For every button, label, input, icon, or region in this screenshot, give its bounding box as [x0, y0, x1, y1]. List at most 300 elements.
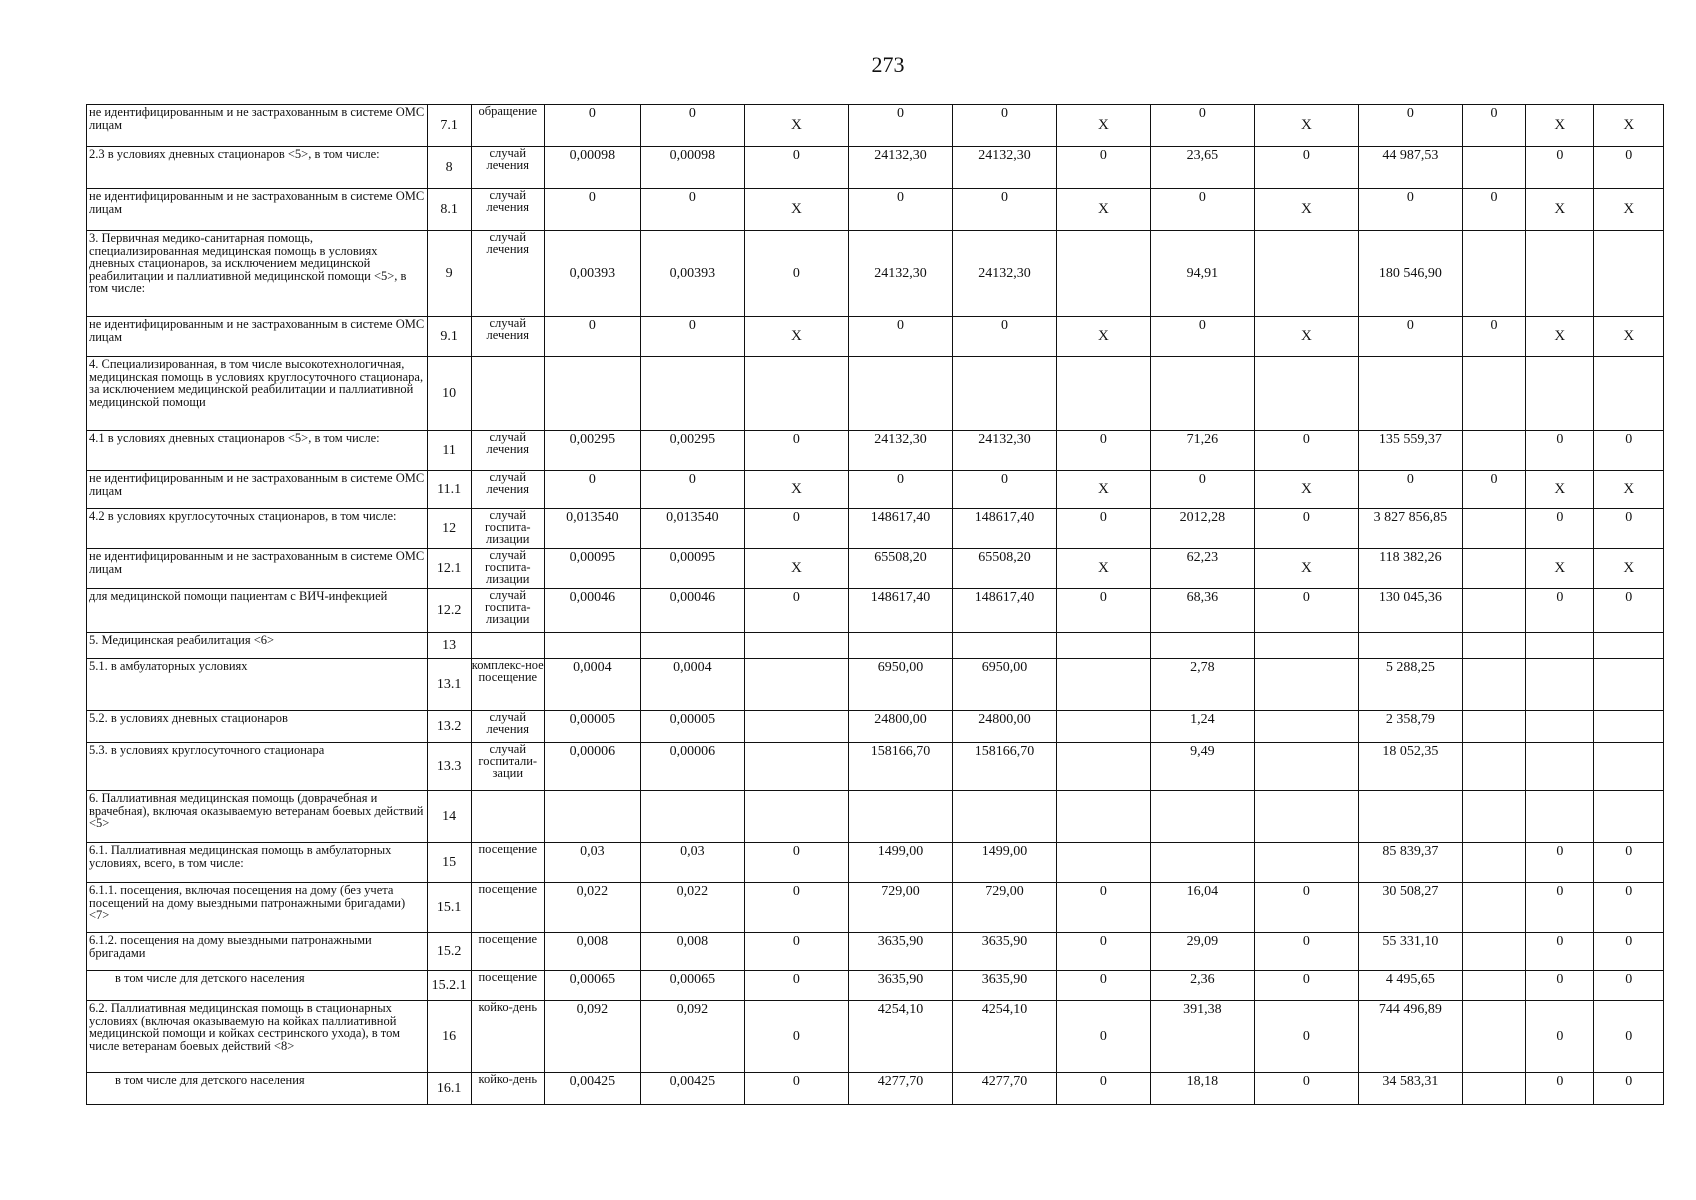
- value-cell: 0: [1594, 1001, 1664, 1073]
- value-cell: 744 496,89: [1358, 1001, 1462, 1073]
- value-cell: 0: [744, 431, 848, 471]
- value-cell: 55 331,10: [1358, 933, 1462, 971]
- table-row: [87, 883, 1664, 933]
- table-row: [87, 147, 1664, 189]
- value-cell: 0: [1594, 147, 1664, 189]
- row-unit-cell: случай лечения: [471, 317, 544, 357]
- table-row: [87, 971, 1664, 1001]
- value-cell: 0: [544, 189, 640, 231]
- row-unit-cell: случай госпита-лизации: [471, 549, 544, 589]
- value-cell: 3635,90: [848, 971, 952, 1001]
- value-cell: X: [1254, 317, 1358, 357]
- value-cell: [1254, 743, 1358, 791]
- data-table: [86, 104, 1664, 1105]
- value-cell: 0: [744, 147, 848, 189]
- value-cell: 3635,90: [848, 933, 952, 971]
- row-unit-cell: случай госпита-лизации: [471, 509, 544, 549]
- value-cell: [1462, 633, 1525, 659]
- value-cell: [1526, 633, 1594, 659]
- value-cell: 0: [952, 105, 1056, 147]
- value-cell: X: [1526, 317, 1594, 357]
- row-name-cell: 4. Специализированная, в том числе высокотехнологичная, медицинская помощь в условиях круглосуточного стационара, за исключением медицинской реабилитации и паллиативной медицинской помощи: [87, 357, 428, 431]
- row-name-cell: 6.1. Паллиативная медицинская помощь в амбулаторных условиях, всего, в том числе:: [87, 843, 428, 883]
- row-code-cell: 14: [427, 791, 471, 843]
- value-cell: 0,0004: [640, 659, 744, 711]
- value-cell: 0: [1254, 883, 1358, 933]
- value-cell: X: [1594, 189, 1664, 231]
- value-cell: 0: [1594, 509, 1664, 549]
- value-cell: X: [1526, 105, 1594, 147]
- value-cell: [1526, 231, 1594, 317]
- value-cell: 24132,30: [952, 147, 1056, 189]
- value-cell: 0: [1056, 1073, 1150, 1105]
- row-code-cell: 13.1: [427, 659, 471, 711]
- value-cell: [1150, 357, 1254, 431]
- value-cell: 0: [1254, 589, 1358, 633]
- row-code-cell: 12: [427, 509, 471, 549]
- row-code-cell: 7.1: [427, 105, 471, 147]
- row-code-cell: 16: [427, 1001, 471, 1073]
- value-cell: [1462, 933, 1525, 971]
- row-name-cell: 5.2. в условиях дневных стационаров: [87, 711, 428, 743]
- value-cell: 16,04: [1150, 883, 1254, 933]
- value-cell: X: [744, 471, 848, 509]
- value-cell: 0,00046: [544, 589, 640, 633]
- value-cell: [1462, 883, 1525, 933]
- row-code-cell: 8.1: [427, 189, 471, 231]
- table-row: [87, 471, 1664, 509]
- value-cell: [1150, 791, 1254, 843]
- value-cell: 0: [744, 231, 848, 317]
- value-cell: 0: [544, 317, 640, 357]
- value-cell: 0: [1254, 509, 1358, 549]
- value-cell: [1594, 357, 1664, 431]
- value-cell: X: [1594, 105, 1664, 147]
- value-cell: 0: [1594, 933, 1664, 971]
- value-cell: X: [1254, 549, 1358, 589]
- value-cell: 0,00425: [544, 1073, 640, 1105]
- row-unit-cell: случай лечения: [471, 189, 544, 231]
- value-cell: 0: [744, 1001, 848, 1073]
- table-row: [87, 589, 1664, 633]
- value-cell: X: [1594, 317, 1664, 357]
- value-cell: 0: [544, 105, 640, 147]
- value-cell: 94,91: [1150, 231, 1254, 317]
- table-body: [87, 105, 1664, 1105]
- value-cell: 0,00006: [544, 743, 640, 791]
- table-row: [87, 357, 1664, 431]
- value-cell: 0,008: [640, 933, 744, 971]
- value-cell: 0: [1358, 317, 1462, 357]
- table-row: [87, 509, 1664, 549]
- row-unit-cell: случай лечения: [471, 471, 544, 509]
- row-code-cell: 12.1: [427, 549, 471, 589]
- value-cell: 0,022: [640, 883, 744, 933]
- value-cell: 0: [848, 105, 952, 147]
- value-cell: X: [1056, 317, 1150, 357]
- value-cell: [1358, 357, 1462, 431]
- value-cell: 24132,30: [848, 431, 952, 471]
- value-cell: 0,03: [544, 843, 640, 883]
- value-cell: 1499,00: [952, 843, 1056, 883]
- value-cell: 148617,40: [848, 509, 952, 549]
- value-cell: X: [1254, 471, 1358, 509]
- value-cell: 0: [1254, 1073, 1358, 1105]
- table-row: [87, 711, 1664, 743]
- value-cell: [544, 633, 640, 659]
- value-cell: 0,013540: [544, 509, 640, 549]
- value-cell: 24132,30: [848, 147, 952, 189]
- value-cell: 0: [848, 189, 952, 231]
- value-cell: [744, 633, 848, 659]
- value-cell: 0: [1526, 147, 1594, 189]
- value-cell: X: [1056, 105, 1150, 147]
- value-cell: [1254, 357, 1358, 431]
- value-cell: 24132,30: [952, 231, 1056, 317]
- value-cell: 0: [1526, 1001, 1594, 1073]
- row-unit-cell: [471, 791, 544, 843]
- value-cell: [1254, 791, 1358, 843]
- value-cell: 0: [952, 317, 1056, 357]
- value-cell: 0,00425: [640, 1073, 744, 1105]
- row-code-cell: 9: [427, 231, 471, 317]
- value-cell: X: [744, 549, 848, 589]
- value-cell: 0: [744, 883, 848, 933]
- value-cell: 0,0004: [544, 659, 640, 711]
- value-cell: [1462, 589, 1525, 633]
- row-name-cell: 2.3 в условиях дневных стационаров <5>, в том числе:: [87, 147, 428, 189]
- row-unit-cell: посещение: [471, 933, 544, 971]
- value-cell: 0,092: [544, 1001, 640, 1073]
- row-unit-cell: случай лечения: [471, 231, 544, 317]
- table-row: [87, 843, 1664, 883]
- value-cell: [1462, 549, 1525, 589]
- value-cell: 2,78: [1150, 659, 1254, 711]
- value-cell: [1526, 791, 1594, 843]
- value-cell: 0,00095: [544, 549, 640, 589]
- value-cell: [1150, 633, 1254, 659]
- value-cell: 0: [848, 317, 952, 357]
- value-cell: [1462, 791, 1525, 843]
- row-unit-cell: койко-день: [471, 1001, 544, 1073]
- value-cell: [1056, 231, 1150, 317]
- value-cell: 0,00295: [544, 431, 640, 471]
- value-cell: 44 987,53: [1358, 147, 1462, 189]
- value-cell: 2 358,79: [1358, 711, 1462, 743]
- value-cell: [1056, 791, 1150, 843]
- value-cell: 0: [1150, 471, 1254, 509]
- value-cell: 0: [1462, 471, 1525, 509]
- value-cell: 0: [1526, 509, 1594, 549]
- value-cell: 23,65: [1150, 147, 1254, 189]
- value-cell: 3 827 856,85: [1358, 509, 1462, 549]
- value-cell: 0: [1462, 317, 1525, 357]
- value-cell: [1594, 659, 1664, 711]
- value-cell: [1462, 971, 1525, 1001]
- value-cell: 118 382,26: [1358, 549, 1462, 589]
- value-cell: 148617,40: [952, 589, 1056, 633]
- row-name-cell: не идентифицированным и не застрахованным в системе ОМС лицам: [87, 317, 428, 357]
- row-unit-cell: комплекс-ное посещение: [471, 659, 544, 711]
- value-cell: 29,09: [1150, 933, 1254, 971]
- row-code-cell: 11: [427, 431, 471, 471]
- row-code-cell: 13.3: [427, 743, 471, 791]
- value-cell: 0: [1594, 971, 1664, 1001]
- value-cell: 0: [744, 933, 848, 971]
- value-cell: 0,00095: [640, 549, 744, 589]
- value-cell: 2012,28: [1150, 509, 1254, 549]
- value-cell: 0: [1254, 933, 1358, 971]
- row-unit-cell: случай лечения: [471, 431, 544, 471]
- value-cell: 0: [1594, 1073, 1664, 1105]
- row-unit-cell: [471, 357, 544, 431]
- value-cell: 4254,10: [952, 1001, 1056, 1073]
- value-cell: 4277,70: [848, 1073, 952, 1105]
- value-cell: 0,00006: [640, 743, 744, 791]
- row-name-cell: 5.3. в условиях круглосуточного стационара: [87, 743, 428, 791]
- value-cell: 0,00046: [640, 589, 744, 633]
- row-code-cell: 16.1: [427, 1073, 471, 1105]
- row-code-cell: 9.1: [427, 317, 471, 357]
- value-cell: 0: [1056, 971, 1150, 1001]
- value-cell: 0: [744, 843, 848, 883]
- value-cell: [1056, 743, 1150, 791]
- value-cell: [1462, 1001, 1525, 1073]
- row-name-cell: не идентифицированным и не застрахованным в системе ОМС лицам: [87, 549, 428, 589]
- value-cell: [744, 357, 848, 431]
- value-cell: 0: [1150, 105, 1254, 147]
- row-code-cell: 13: [427, 633, 471, 659]
- row-code-cell: 12.2: [427, 589, 471, 633]
- row-name-cell: не идентифицированным и не застрахованным в системе ОМС лицам: [87, 471, 428, 509]
- value-cell: 0: [1594, 843, 1664, 883]
- value-cell: 0: [744, 971, 848, 1001]
- value-cell: 0: [848, 471, 952, 509]
- value-cell: [640, 357, 744, 431]
- row-name-cell: для медицинской помощи пациентам с ВИЧ-инфекцией: [87, 589, 428, 633]
- row-code-cell: 15.2: [427, 933, 471, 971]
- value-cell: 24132,30: [952, 431, 1056, 471]
- value-cell: 65508,20: [952, 549, 1056, 589]
- value-cell: 0,03: [640, 843, 744, 883]
- table-row: [87, 431, 1664, 471]
- value-cell: 1499,00: [848, 843, 952, 883]
- value-cell: 85 839,37: [1358, 843, 1462, 883]
- table-row: [87, 549, 1664, 589]
- value-cell: [952, 791, 1056, 843]
- value-cell: [1150, 843, 1254, 883]
- page-number: 273: [871, 52, 905, 77]
- value-cell: [952, 633, 1056, 659]
- value-cell: 0: [1056, 509, 1150, 549]
- row-unit-cell: посещение: [471, 971, 544, 1001]
- value-cell: 0: [1462, 105, 1525, 147]
- value-cell: [1462, 231, 1525, 317]
- value-cell: 0,00295: [640, 431, 744, 471]
- value-cell: 0: [1594, 589, 1664, 633]
- value-cell: 0: [744, 589, 848, 633]
- value-cell: [848, 633, 952, 659]
- value-cell: 0: [1056, 147, 1150, 189]
- table-row: [87, 189, 1664, 231]
- row-name-cell: 6.1.1. посещения, включая посещения на дому (без учета посещений на дому выездными патронажными бригадами) <7>: [87, 883, 428, 933]
- row-name-cell: не идентифицированным и не застрахованным в системе ОМС лицам: [87, 105, 428, 147]
- row-code-cell: 8: [427, 147, 471, 189]
- row-code-cell: 10: [427, 357, 471, 431]
- row-name-cell: в том числе для детского населения: [87, 1073, 428, 1105]
- value-cell: [1462, 357, 1525, 431]
- value-cell: [1462, 1073, 1525, 1105]
- row-name-cell: 5. Медицинская реабилитация <6>: [87, 633, 428, 659]
- value-cell: [1056, 633, 1150, 659]
- value-cell: 0,022: [544, 883, 640, 933]
- value-cell: [1056, 711, 1150, 743]
- row-unit-cell: случай лечения: [471, 711, 544, 743]
- value-cell: [848, 357, 952, 431]
- value-cell: 158166,70: [848, 743, 952, 791]
- value-cell: 6950,00: [952, 659, 1056, 711]
- value-cell: 729,00: [848, 883, 952, 933]
- row-unit-cell: койко-день: [471, 1073, 544, 1105]
- value-cell: X: [1056, 471, 1150, 509]
- value-cell: 5 288,25: [1358, 659, 1462, 711]
- value-cell: 24800,00: [848, 711, 952, 743]
- row-unit-cell: случай госпита-лизации: [471, 589, 544, 633]
- value-cell: 0: [1594, 431, 1664, 471]
- value-cell: 729,00: [952, 883, 1056, 933]
- value-cell: 0: [1056, 431, 1150, 471]
- value-cell: 0,00005: [640, 711, 744, 743]
- value-cell: 0,092: [640, 1001, 744, 1073]
- value-cell: [1254, 843, 1358, 883]
- value-cell: X: [1594, 549, 1664, 589]
- value-cell: 130 045,36: [1358, 589, 1462, 633]
- table-row: [87, 105, 1664, 147]
- value-cell: 0: [1150, 317, 1254, 357]
- row-name-cell: 3. Первичная медико-санитарная помощь, специализированная медицинская помощь в условиях дневных стационаров, за исключением медицинской реабилитации и паллиативной медицинской помощи <5>, в том числе:: [87, 231, 428, 317]
- row-unit-cell: обращение: [471, 105, 544, 147]
- value-cell: [1254, 711, 1358, 743]
- value-cell: 0: [1358, 471, 1462, 509]
- row-code-cell: 11.1: [427, 471, 471, 509]
- value-cell: [744, 743, 848, 791]
- value-cell: 0: [1358, 105, 1462, 147]
- value-cell: [1056, 843, 1150, 883]
- value-cell: 1,24: [1150, 711, 1254, 743]
- value-cell: [1594, 231, 1664, 317]
- value-cell: 0: [1526, 971, 1594, 1001]
- value-cell: 0: [1526, 431, 1594, 471]
- value-cell: 158166,70: [952, 743, 1056, 791]
- value-cell: 0: [1526, 883, 1594, 933]
- row-code-cell: 13.2: [427, 711, 471, 743]
- value-cell: 0,00065: [640, 971, 744, 1001]
- value-cell: 3635,90: [952, 933, 1056, 971]
- value-cell: [1254, 633, 1358, 659]
- value-cell: X: [1594, 471, 1664, 509]
- value-cell: 0,00098: [640, 147, 744, 189]
- value-cell: [744, 711, 848, 743]
- value-cell: 0: [1526, 589, 1594, 633]
- value-cell: 0: [1526, 843, 1594, 883]
- value-cell: 0,013540: [640, 509, 744, 549]
- table-row: [87, 1001, 1664, 1073]
- row-unit-cell: посещение: [471, 883, 544, 933]
- value-cell: 0: [640, 189, 744, 231]
- table-row: [87, 1073, 1664, 1105]
- value-cell: 0: [1594, 883, 1664, 933]
- value-cell: 2,36: [1150, 971, 1254, 1001]
- value-cell: 18 052,35: [1358, 743, 1462, 791]
- value-cell: 0: [1254, 1001, 1358, 1073]
- value-cell: 0: [640, 105, 744, 147]
- value-cell: [1462, 743, 1525, 791]
- row-name-cell: 6. Паллиативная медицинская помощь (доврачебная и врачебная), включая оказываемую ветеранам боевых действий <5>: [87, 791, 428, 843]
- value-cell: [1462, 147, 1525, 189]
- value-cell: 180 546,90: [1358, 231, 1462, 317]
- value-cell: 0: [1150, 189, 1254, 231]
- value-cell: 4277,70: [952, 1073, 1056, 1105]
- value-cell: 0,00393: [640, 231, 744, 317]
- value-cell: [1358, 791, 1462, 843]
- value-cell: [640, 633, 744, 659]
- value-cell: [1358, 633, 1462, 659]
- table-row: [87, 743, 1664, 791]
- table-row: [87, 317, 1664, 357]
- value-cell: [1056, 357, 1150, 431]
- row-name-cell: не идентифицированным и не застрахованным в системе ОМС лицам: [87, 189, 428, 231]
- value-cell: 0: [1358, 189, 1462, 231]
- value-cell: [1594, 711, 1664, 743]
- value-cell: [744, 659, 848, 711]
- value-cell: [1254, 659, 1358, 711]
- row-name-cell: в том числе для детского населения: [87, 971, 428, 1001]
- value-cell: 0,008: [544, 933, 640, 971]
- table-row: [87, 633, 1664, 659]
- value-cell: 0: [1526, 1073, 1594, 1105]
- value-cell: X: [744, 105, 848, 147]
- value-cell: 0,00065: [544, 971, 640, 1001]
- value-cell: 0: [1056, 589, 1150, 633]
- value-cell: X: [1056, 189, 1150, 231]
- value-cell: 0: [952, 189, 1056, 231]
- value-cell: X: [1526, 549, 1594, 589]
- value-cell: 0: [1056, 1001, 1150, 1073]
- value-cell: [1594, 633, 1664, 659]
- value-cell: 65508,20: [848, 549, 952, 589]
- table-row: [87, 659, 1664, 711]
- value-cell: X: [1254, 105, 1358, 147]
- value-cell: 62,23: [1150, 549, 1254, 589]
- value-cell: [1254, 231, 1358, 317]
- value-cell: [640, 791, 744, 843]
- value-cell: 4 495,65: [1358, 971, 1462, 1001]
- value-cell: [1462, 509, 1525, 549]
- value-cell: 0: [1254, 147, 1358, 189]
- value-cell: [1526, 659, 1594, 711]
- row-unit-cell: [471, 633, 544, 659]
- row-unit-cell: случай госпитали-зации: [471, 743, 544, 791]
- value-cell: X: [1056, 549, 1150, 589]
- value-cell: 0: [1462, 189, 1525, 231]
- value-cell: 24800,00: [952, 711, 1056, 743]
- value-cell: [544, 357, 640, 431]
- value-cell: 6950,00: [848, 659, 952, 711]
- value-cell: [1462, 431, 1525, 471]
- value-cell: 135 559,37: [1358, 431, 1462, 471]
- value-cell: 0: [544, 471, 640, 509]
- value-cell: [744, 791, 848, 843]
